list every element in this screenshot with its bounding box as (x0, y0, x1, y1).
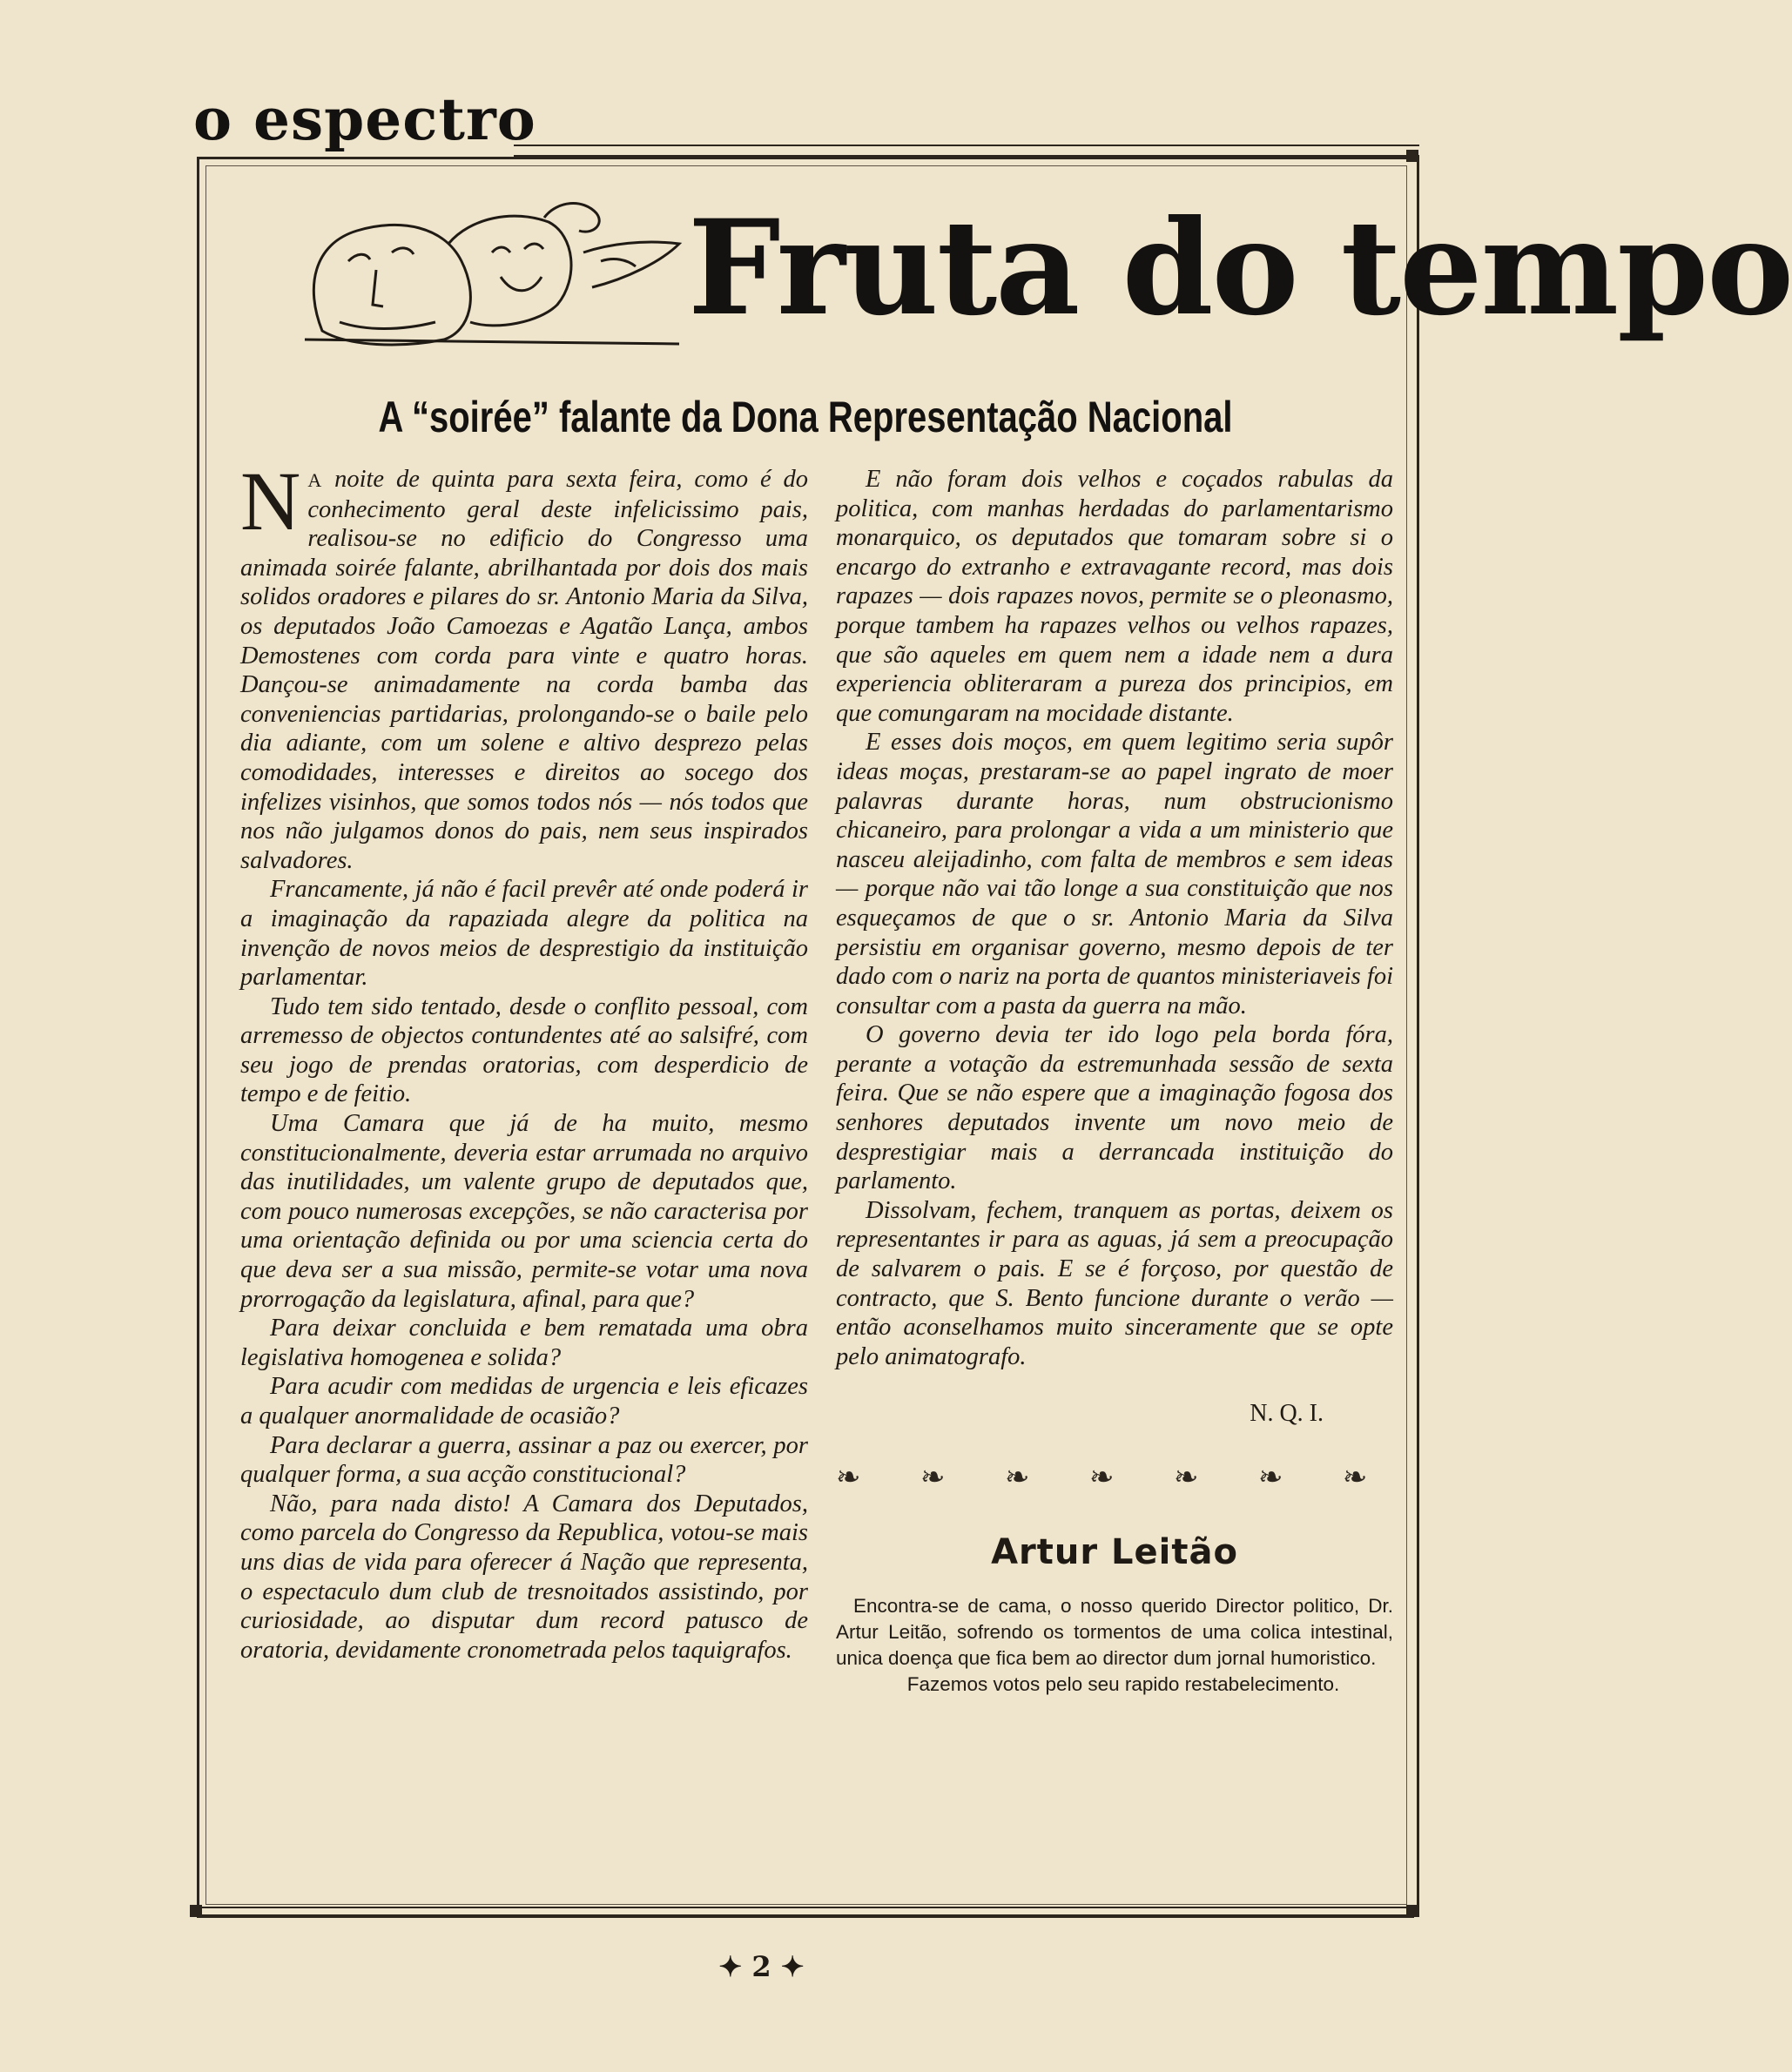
article-paragraph: N A noite de quinta para sexta feira, como é do conhecimento geral deste infelicissimo pais, realisou-se no edificio do Congresso uma animada soirée falante, abrilhantada por dois dos mais solidos oradores e pilares do sr. Antonio Maria da Silva, os deputados João Camoezas e Agatão Lança, ambos Demostenes com corda para vinte e quatro horas. Dançou-se animadamente na corda bamba das conveniencias partidarias, prolongando-se o baile pelo dia adiante, com um solene e altivo desprezo pelas comodidades, interesses e direitos ao socego dos infelizes visinhos, que somos todos nós — nós todos que nos não julgamos donos do pais, nem seus inspirados salvadores. (240, 454, 808, 874)
drop-cap: N (240, 454, 301, 548)
notice-body (836, 1593, 1393, 1698)
masthead: o espectro (193, 85, 536, 153)
notice-title: Artur Leitão (991, 1531, 1238, 1572)
article-paragraph: E esses dois moços, em quem legitimo seria supôr ideas moças, prestaram-se ao papel ingrato de moer palavras durante horas, num obstrucionismo chicaneiro, para prolongar a vida a um ministerio que nasceu aleijadinho, com falta de membros e sem ideas — porque não vai tão longe a sua constituição que nos esqueçamos de que o sr. Antonio Maria da Silva persistiu em organisar governo, mesmo depois de ter dado com o nariz na porta de quantos ministeriaveis foi consultar com a pasta da guerra na mão. (836, 729, 1393, 1019)
ornament-divider: ❧ ❧ ❧ ❧ ❧ ❧ ❧ (836, 1462, 1394, 1494)
fruit-faces-illustration (296, 192, 688, 348)
article-paragraph: Uma Camara que já de ha muito, mesmo constitucionalmente, deveria estar arrumada no arquivo das inutilidades, um valente grupo de deputados que, com pouco numerosas excepções, se não caracterisa por uma orientação definida ou por uma sciencia certa do que deva ser a sua missão, permite-se votar uma nova prorrogação da legislatura, afinal, para que? (240, 1110, 808, 1313)
article-paragraph: Francamente, já não é facil prevêr até onde poderá ir a imaginação da rapaziada alegre da politica na invenção de novos meios de desprestigio da instituição parlamentar. (240, 876, 808, 992)
header-rule (514, 145, 1419, 157)
article-paragraph: O governo devia ter ido logo pela borda fóra, perante a votação da estremunhada sessão de sexta feira. Que se não espere que a imaginação fogosa dos senhores deputados invente um novo meio de desprestigiar mais a derrancada instituição do parlamento. (836, 1021, 1393, 1195)
article-right-column (836, 465, 1393, 1698)
article-title: Fruta do tempo (688, 192, 1792, 345)
article-paragraph: E não foram dois velhos e coçados rabulas da politica, com manhas herdadas do parlamentarismo monarquico, os deputados que tomaram sobre si o encargo do extranho e extravagante record, mas dois rapazes — dois rapazes novos, permite se o pleonasmo, porque tambem ha rapazes velhos ou velhos rapazes, que são aqueles em quem nem a idade nem a dura experiencia obliteraram a pureza dos principios, em que comungaram na mocidade distante. (836, 466, 1393, 727)
article-paragraph: Não, para nada disto! A Camara dos Deputados, como parcela do Congresso da Republica, votou-se mais uns dias de vida para oferecer á Nação que representa, o espectaculo dum club de tresnoitados assistindo, por curiosidade, ao disputar dum record patusco de oratoria, devidamente cronometrada pelos taquigrafos. (240, 1490, 808, 1664)
article-paragraph: Para deixar concluida e bem rematada uma obra legislativa homogenea e solida? (240, 1315, 808, 1371)
footer-rule (197, 1907, 1414, 1918)
article-signature: N. Q. I. (1250, 1400, 1324, 1428)
article-left-column (240, 454, 808, 1665)
article-paragraph: Dissolvam, fechem, tranquem as portas, deixem os representantes ir para as aguas, já sem a preocupação de salvarem o pais. E se é forçoso, por questão de contracto, que S. Bento funcione durante o verão — então aconselhamos muito sinceramente que se opte pelo animatografo. (836, 1196, 1393, 1370)
page-number: ✦ 2 ✦ (718, 1950, 805, 1983)
article-paragraph: Tudo tem sido tentado, desde o conflito pessoal, com arremesso de objectos contundentes até ao salsifré, com seu jogo de prendas oratorias, com desperdicio de tempo e de feitio. (240, 992, 808, 1108)
notice-text: Encontra-se de cama, o nosso querido Director politico, Dr. Artur Leitão, sofrendo os tormentos de uma colica intestinal, unica doença que fica bem ao director dum jornal humoristico. (836, 1595, 1393, 1670)
article-paragraph: Para declarar a guerra, assinar a paz ou exercer, por qualquer forma, a sua acção constitucional? (240, 1431, 808, 1489)
article-paragraph: Para acudir com medidas de urgencia e leis eficazes a qualquer anormalidade de ocasião? (240, 1373, 808, 1430)
corner-ornament (1406, 150, 1418, 162)
notice-wish: Fazemos votos pelo seu rapido restabelecimento. (906, 1673, 1340, 1696)
article-subtitle: A “soirée” falante da Dona Representação Nacional (378, 393, 1233, 441)
